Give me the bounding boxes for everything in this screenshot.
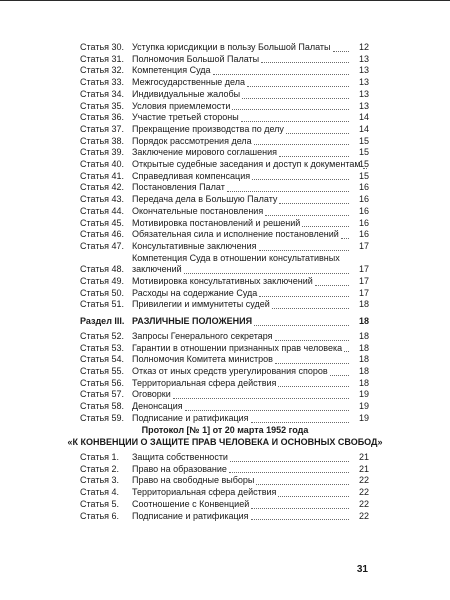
toc-entry-page: 18 (358, 365, 369, 376)
dot-leader (251, 421, 349, 423)
toc-entry-title (132, 475, 351, 487)
toc-entry-page: 18 (358, 354, 369, 365)
toc-entry-title (132, 253, 351, 276)
toc-entry-title (132, 276, 351, 288)
toc-entry (80, 253, 369, 276)
toc-entry-title-text: Право на образование (132, 463, 227, 474)
toc-entry-number: Статья 34. (80, 88, 125, 99)
top-rule (0, 0, 450, 1)
toc-entry-title (132, 194, 351, 206)
toc-entry-number: Статья 41. (80, 170, 125, 181)
toc-entry-number: Статья 48. (80, 264, 125, 275)
toc-entry-title-text: Консультативные заключения (132, 240, 257, 251)
toc-entry (80, 241, 369, 253)
toc-entry-number: Статья 5. (80, 498, 120, 509)
dot-leader (241, 120, 349, 122)
toc-entry-title (132, 65, 351, 77)
toc-entry-title-text: Гарантии в отношении признанных прав человека (132, 342, 343, 353)
toc-entry (80, 316, 369, 328)
toc-entry (80, 206, 369, 218)
toc-entry-page: 15 (358, 159, 369, 170)
toc-entry (80, 464, 369, 476)
toc-entry-number: Статья 42. (80, 182, 125, 193)
dot-leader (344, 350, 349, 352)
toc-entry-title-text: Соотношение с Конвенцией (132, 498, 250, 509)
toc-entry (80, 354, 369, 366)
toc-entry-title-text: Участие третьей стороны (132, 112, 239, 123)
toc-entry-title-continuation (132, 264, 351, 276)
toc-entry-title-text: Порядок рассмотрения дела (132, 135, 252, 146)
toc-entry-title (132, 343, 351, 355)
toc-entry (80, 389, 369, 401)
dot-leader (252, 178, 349, 180)
toc-entry-title (132, 42, 351, 54)
toc-entry-title-text: Справедливая компенсация (132, 170, 251, 181)
toc-entry-title-text: Компетенция Суда (132, 65, 211, 76)
toc-entry-title-text: Открытые судебные заседания и доступ к документам (132, 159, 361, 170)
toc-entry-number: Статья 33. (80, 77, 125, 88)
toc-entry-title (132, 89, 351, 101)
toc-entry-title-text: Межгосударственные дела (132, 77, 246, 88)
dot-leader (213, 73, 349, 75)
toc-entry-title (132, 229, 351, 241)
toc-entry-number: Статья 45. (80, 217, 125, 228)
toc-entry-title (132, 241, 351, 253)
toc-entry-page: 12 (358, 42, 369, 52)
toc-entry-title (132, 171, 351, 183)
toc-entry-page: 16 (358, 229, 369, 240)
dot-leader (184, 272, 349, 274)
toc-entry (80, 147, 369, 159)
toc-entry (80, 511, 369, 523)
toc-entry-page: 17 (358, 287, 369, 298)
toc-entry-title (132, 299, 351, 311)
toc-entry-number: Статья 30. (80, 42, 125, 52)
toc-entry-page: 14 (358, 123, 369, 134)
toc-entry-title-text: Уступка юрисдикции в пользу Большой Палаты (132, 42, 331, 52)
toc-entry-page: 22 (358, 498, 369, 509)
toc-entry-title (132, 182, 351, 194)
toc-entry-number: Статья 54. (80, 354, 125, 365)
toc-entry-title-text: Территориальная сфера действия (132, 377, 277, 388)
toc-entry-number: Статья 58. (80, 401, 125, 412)
toc-entry (80, 401, 369, 413)
toc-entry-title (132, 288, 351, 300)
toc-entry-page: 13 (358, 53, 369, 64)
toc-entry (80, 299, 369, 311)
toc-entry (80, 413, 369, 425)
toc-entry-page: 19 (358, 389, 369, 400)
toc-entry-page: 17 (358, 240, 369, 251)
toc-entry-title (132, 464, 351, 476)
toc-entry-title (132, 112, 351, 124)
dot-leader (259, 295, 349, 297)
toc-entry (80, 101, 369, 113)
toc-entry-page: 18 (358, 316, 369, 327)
dot-leader (341, 237, 349, 239)
dot-leader (251, 518, 349, 520)
toc-entry-page: 19 (358, 401, 369, 412)
toc-entry-page: 13 (358, 65, 369, 76)
toc-entry-title-text: Условия приемлемости (132, 100, 231, 111)
dot-leader (275, 339, 349, 341)
toc-entry-number: Статья 4. (80, 487, 120, 498)
toc-entry-number: Статья 43. (80, 194, 125, 205)
toc-entry (80, 276, 369, 288)
dot-leader (286, 132, 349, 134)
toc-entry (80, 89, 369, 101)
toc-entry (80, 194, 369, 206)
dot-leader (251, 507, 349, 509)
toc-entry-page: 19 (358, 412, 369, 423)
toc-entry-title (132, 452, 351, 464)
dot-leader (302, 225, 349, 227)
toc-entry-title-text: Мотивировка консультативных заключений (132, 276, 313, 287)
toc-entry-number: Статья 32. (80, 65, 125, 76)
toc-entry-number: Статья 38. (80, 135, 125, 146)
toc-entry (80, 124, 369, 136)
toc-entry (80, 475, 369, 487)
toc-entry (80, 331, 369, 343)
toc-entry (80, 136, 369, 148)
dot-leader (230, 460, 349, 462)
toc-entry-title-text: Полномочия Комитета министров (132, 354, 273, 365)
toc-entry-page: 16 (358, 194, 369, 205)
toc-entry-title-text: Защита собственности (132, 452, 228, 462)
toc-entry-number: Статья 57. (80, 389, 125, 400)
dot-leader (259, 249, 349, 251)
toc-entry-title-text: Территориальная сфера действия (132, 487, 277, 498)
toc-entry-page: 15 (358, 147, 369, 158)
toc-entry-page: 22 (358, 510, 369, 521)
dot-leader (279, 155, 349, 157)
toc-entry-title (132, 124, 351, 136)
toc-entry-title (132, 366, 351, 378)
toc-entry-title-text: Постановления Палат (132, 182, 225, 193)
toc-protocol (80, 452, 369, 522)
toc-entry-title (132, 331, 351, 343)
toc-entry-title (132, 413, 351, 425)
toc-entry (80, 288, 369, 300)
toc-entry-title-text: Передача дела в Большую Палату (132, 194, 278, 205)
toc-entry-page: 16 (358, 205, 369, 216)
toc-entry-title-text: Запросы Генерального секретаря (132, 330, 273, 341)
toc-entry-number: Статья 59. (80, 412, 125, 423)
toc-entry-title (132, 499, 351, 511)
toc-entry (80, 182, 369, 194)
dot-leader (229, 471, 349, 473)
toc-entry (80, 499, 369, 511)
dot-leader (256, 483, 349, 485)
toc-entry-page: 15 (358, 135, 369, 146)
toc-entry-page: 21 (358, 463, 369, 474)
toc-entry-number: Статья 3. (80, 475, 120, 486)
toc-entry-number: Статья 50. (80, 287, 125, 298)
toc-entry-page: 22 (358, 475, 369, 486)
dot-leader (173, 397, 349, 399)
toc-entry-title (132, 389, 351, 401)
toc-entry-title-text: Денонсация (132, 401, 183, 412)
toc-entry-title (132, 54, 351, 66)
toc-entry-number: Статья 52. (80, 330, 125, 341)
toc-entry (80, 65, 369, 77)
toc-entry-number: Статья 35. (80, 100, 125, 111)
dot-leader (254, 324, 349, 326)
toc-entry-page: 21 (358, 452, 369, 462)
toc-entry-number: Статья 46. (80, 229, 125, 240)
toc-entry-title-text: Подписание и ратификация (132, 510, 249, 521)
toc-entry (80, 229, 369, 241)
toc-entry-title (132, 218, 351, 230)
dot-leader (272, 307, 349, 309)
toc-entry-title-text: Расходы на содержание Суда (132, 287, 258, 298)
toc-entry-title-text: РАЗЛИЧНЫЕ ПОЛОЖЕНИЯ (132, 316, 253, 327)
toc-entry-title-text: Окончательные постановления (132, 205, 264, 216)
dot-leader (242, 97, 349, 99)
toc-entry (80, 366, 369, 378)
protocol-heading (0, 424, 450, 448)
toc-entry (80, 378, 369, 390)
toc-entry (80, 77, 369, 89)
dot-leader (330, 374, 349, 376)
dot-leader (278, 495, 349, 497)
toc-entry-title-text: Мотивировка постановлений и решений (132, 217, 301, 228)
toc-entry (80, 452, 369, 464)
toc-main (80, 42, 369, 425)
toc-entry-page: 17 (358, 264, 369, 275)
toc-entry-title (132, 487, 351, 499)
toc-entry-page: 18 (358, 330, 369, 341)
toc-entry-title (132, 147, 351, 159)
toc-entry-title-text: Оговорки (132, 389, 171, 400)
toc-entry-number: Статья 40. (80, 159, 125, 170)
toc-entry-page: 18 (358, 299, 369, 310)
toc-entry-page: 17 (358, 276, 369, 287)
toc-entry-title-text: Полномочия Большой Палаты (132, 53, 260, 64)
toc-entry-title (132, 136, 351, 148)
toc-entry (80, 218, 369, 230)
toc-entry-number: Статья 1. (80, 452, 120, 462)
toc-entry-title-text: Право на свободные выборы (132, 475, 255, 486)
dot-leader (275, 362, 349, 364)
toc-entry (80, 42, 369, 54)
toc-entry-number: Раздел III. (80, 316, 125, 327)
toc-entry-number: Статья 47. (80, 240, 125, 251)
toc-entry-title-text: Заключение мирового соглашения (132, 147, 278, 158)
toc-entry-page: 16 (358, 217, 369, 228)
toc-entry-number: Статья 44. (80, 205, 125, 216)
toc-entry-page: 13 (358, 100, 369, 111)
toc-entry-title-text: Индивидуальные жалобы (132, 88, 241, 99)
toc-entry-number: Статья 56. (80, 377, 125, 388)
toc-entry-title (132, 401, 351, 413)
toc-entry-title-text: Подписание и ратификация (132, 412, 249, 423)
toc-entry-number: Статья 31. (80, 53, 125, 64)
toc-entry-title-text: Привилегии и иммунитеты судей (132, 299, 270, 310)
toc-entry-title-text: Прекращение производства по делу (132, 123, 284, 134)
dot-leader (232, 108, 349, 110)
dot-leader (333, 50, 349, 52)
toc-entry (80, 54, 369, 66)
toc-entry-number: Статья 49. (80, 276, 125, 287)
toc-entry-title (132, 378, 351, 390)
toc-entry-title (132, 101, 351, 113)
dot-leader (227, 190, 349, 192)
toc-entry-number: Статья 36. (80, 112, 125, 123)
dot-leader (279, 202, 349, 204)
toc-entry-number: Статья 55. (80, 365, 125, 376)
protocol-heading-line2: «К КОНВЕНЦИИ О ЗАЩИТЕ ПРАВ ЧЕЛОВЕКА И ОСНОВНЫХ СВОБОД» (67, 437, 383, 447)
toc-entry-page: 18 (358, 377, 369, 388)
toc-entry-title-text: Компетенция Суда в отношении консультативных (132, 252, 340, 263)
toc-entry-number: Статья 51. (80, 299, 125, 310)
page-number: 31 (356, 564, 368, 575)
toc-entry-number: Статья 2. (80, 463, 120, 474)
dot-leader (315, 284, 349, 286)
toc-entry (80, 112, 369, 124)
toc-entry-number: Статья 53. (80, 342, 125, 353)
toc-entry-page: 16 (358, 182, 369, 193)
toc-entry-page: 15 (358, 170, 369, 181)
toc-entry-title (132, 206, 351, 218)
dot-leader (254, 143, 349, 145)
toc-entry-page: 22 (358, 487, 369, 498)
toc-entry-title (132, 316, 351, 328)
dot-leader (247, 85, 349, 87)
toc-entry (80, 343, 369, 355)
toc-entry-title (132, 77, 351, 89)
protocol-heading-line1: Протокол [№ 1] от 20 марта 1952 года (141, 425, 309, 435)
dot-leader (261, 61, 349, 63)
toc-entry-page: 14 (358, 112, 369, 123)
dot-leader (185, 409, 349, 411)
toc-entry (80, 171, 369, 183)
toc-entry (80, 159, 369, 171)
toc-entry-title (132, 159, 361, 171)
toc-entry (80, 487, 369, 499)
toc-entry-title-text: Отказ от иных средств урегулирования споров (132, 365, 328, 376)
toc-entry-title (132, 354, 351, 366)
toc-entry-page: 13 (358, 77, 369, 88)
toc-entry-title (132, 511, 351, 523)
toc-entry-page: 13 (358, 88, 369, 99)
toc-entry-page: 18 (358, 342, 369, 353)
toc-entry-number: Статья 6. (80, 510, 120, 521)
toc-entry-title-text: заключений (132, 264, 182, 275)
toc-entry-number: Статья 39. (80, 147, 125, 158)
toc-entry-title-text: Обязательная сила и исполнение постановлений (132, 229, 339, 240)
toc-entry-number: Статья 37. (80, 123, 125, 134)
dot-leader (278, 385, 349, 387)
dot-leader (265, 214, 349, 216)
